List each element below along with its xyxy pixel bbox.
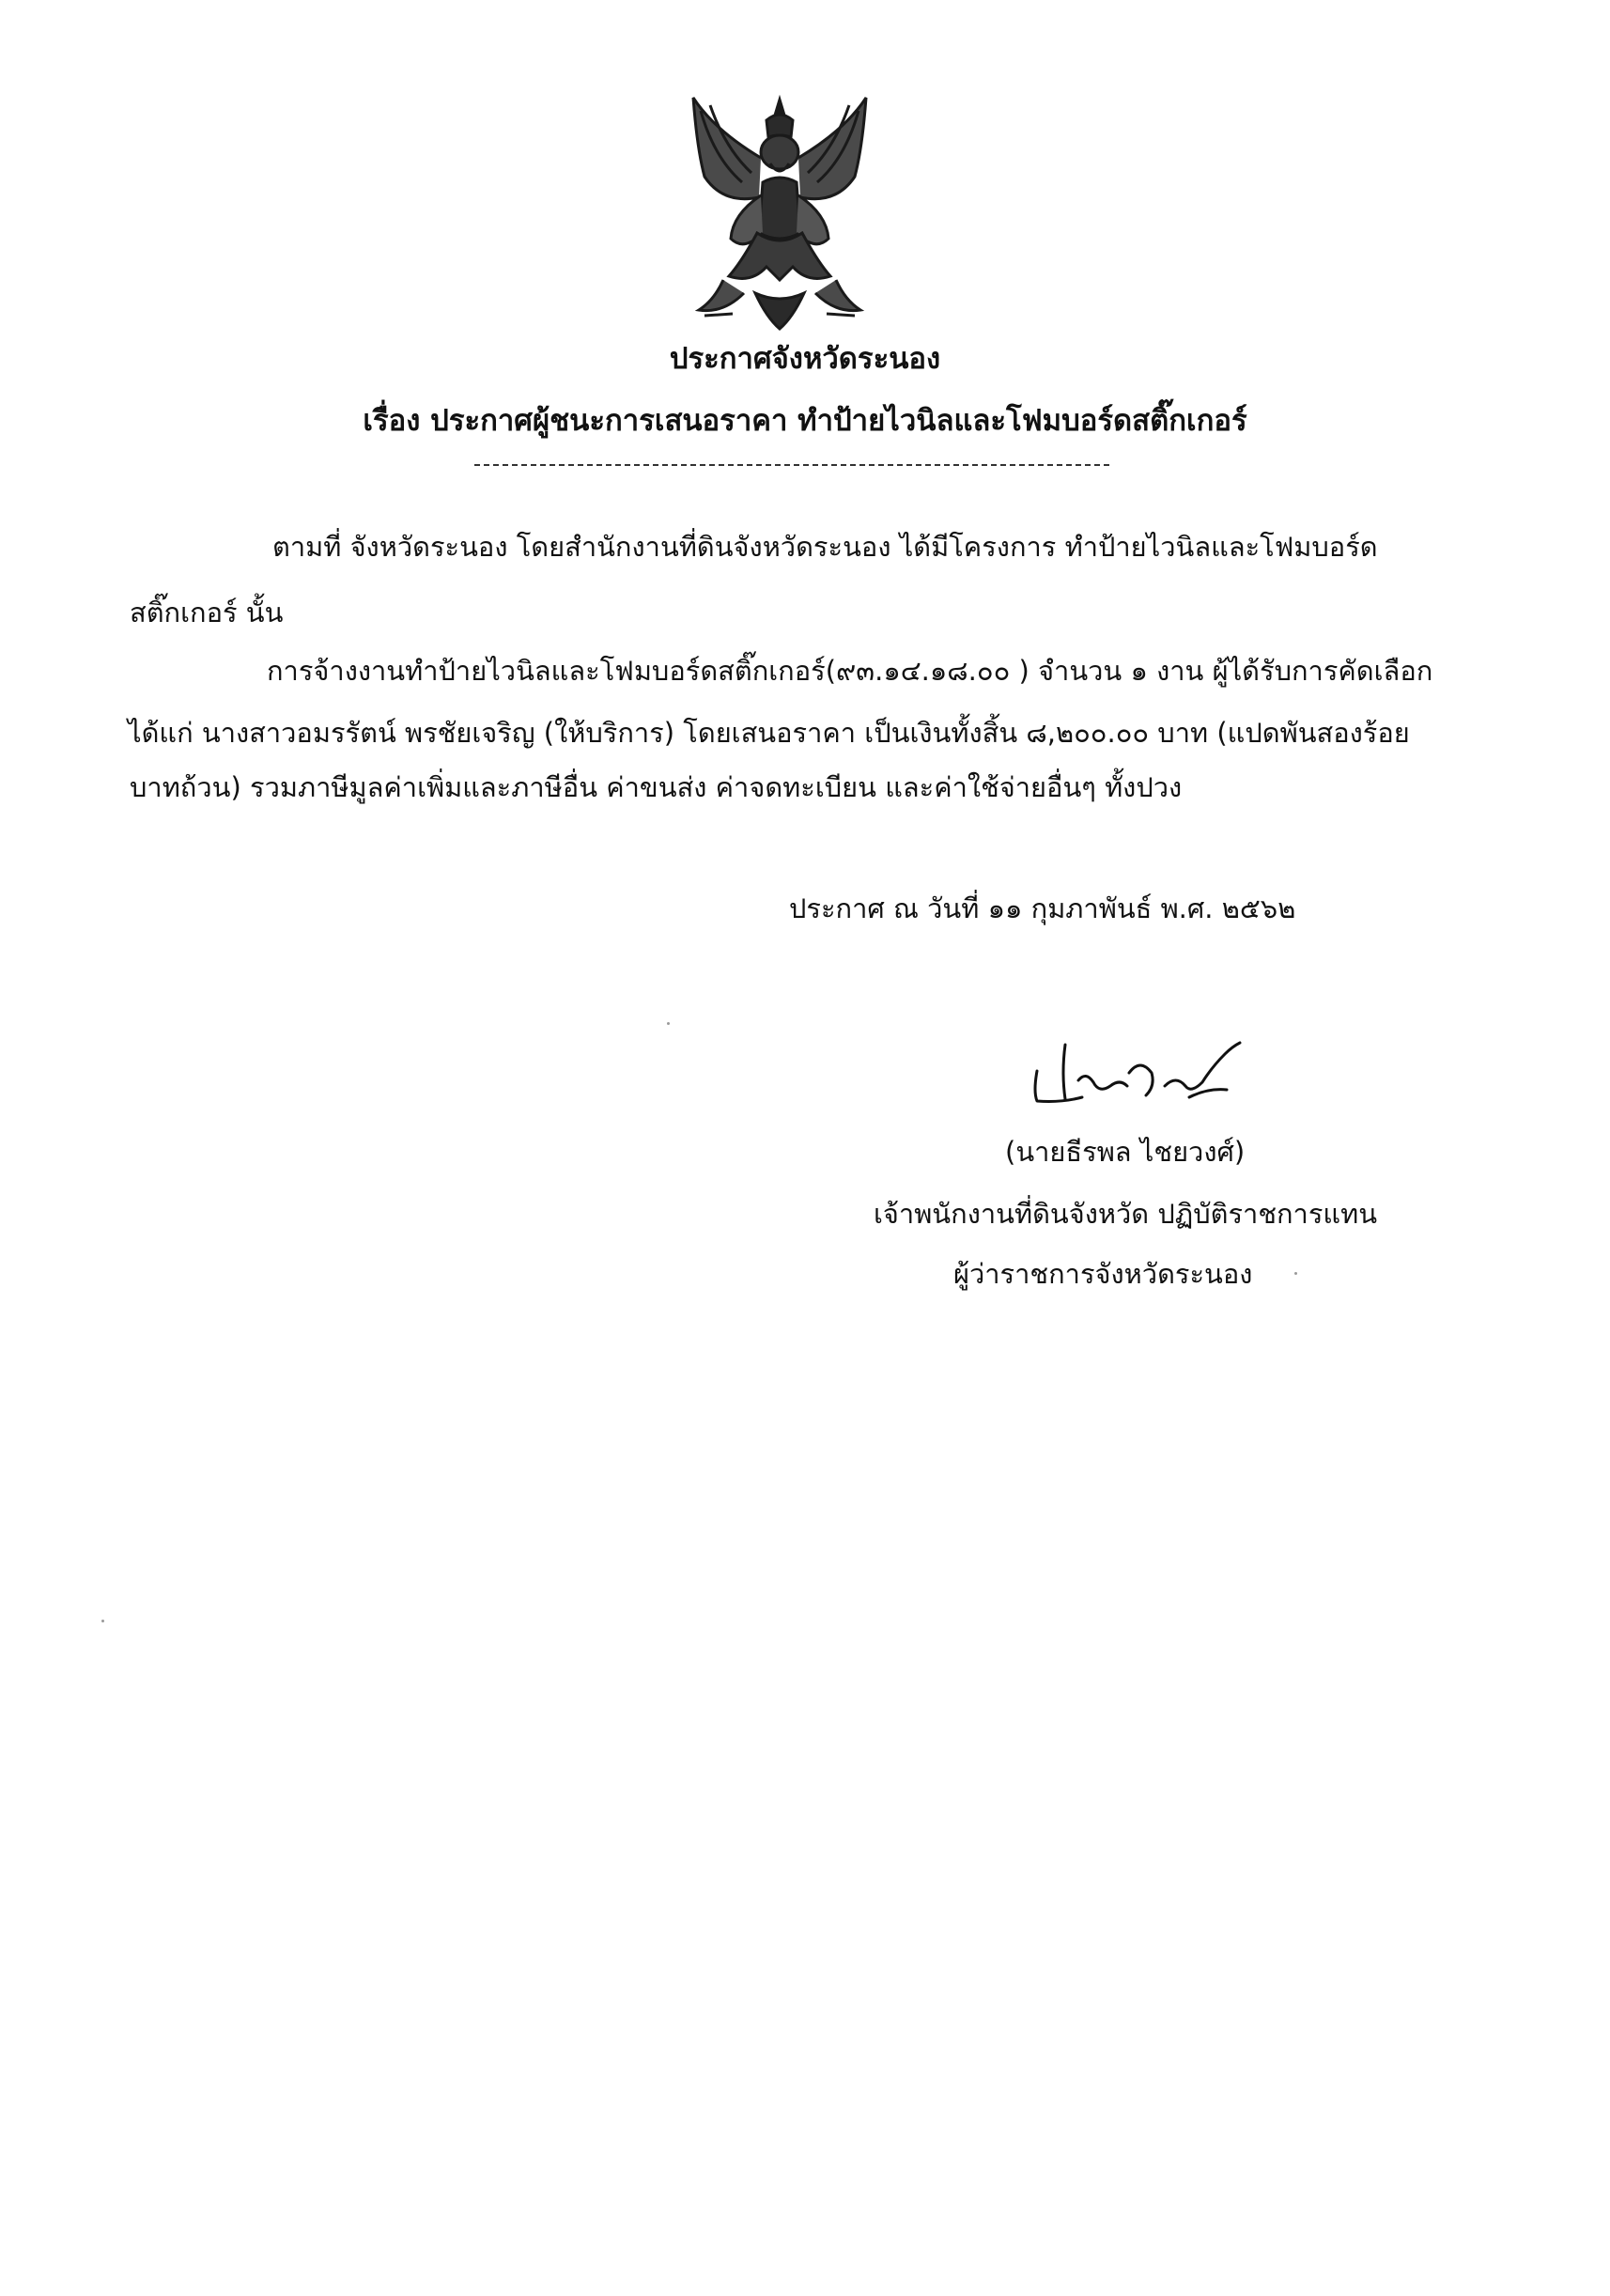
signatory-title: ผู้ว่าราชการจังหวัดระนอง <box>953 1258 1253 1290</box>
handwritten-signature <box>1024 1024 1249 1109</box>
scan-speck <box>667 1022 670 1025</box>
document-subject: เรื่อง ประกาศผู้ชนะการเสนอราคา ทำป้ายไวนิลและโฟมบอร์ดสติ๊กเกอร์ <box>363 404 1247 438</box>
document-title: ประกาศจังหวัดระนอง <box>669 342 941 376</box>
signatory-name: (นายธีรพล ไชยวงศ์) <box>1005 1136 1246 1168</box>
scan-speck <box>1294 1272 1297 1275</box>
paragraph-1-line-1: ตามที่ จังหวัดระนอง โดยสำนักงานที่ดินจังหวัดระนอง ได้มีโครงการ ทำป้ายไวนิลและโฟมบอร์ด <box>272 531 1378 563</box>
garuda-emblem-icon <box>676 92 883 336</box>
paragraph-1-line-2: สติ๊กเกอร์ นั้น <box>130 597 284 628</box>
paragraph-2-line-1: การจ้างงานทำป้ายไวนิลและโฟมบอร์ดสติ๊กเกอร์(๙๓.๑๔.๑๘.๐๐ ) จำนวน ๑ งาน ผู้ได้รับการคัดเลือก <box>267 655 1433 687</box>
scan-speck <box>101 1620 104 1622</box>
paragraph-2-line-2: ได้แก่ นางสาวอมรรัตน์ พรชัยเจริญ (ให้บริการ) โดยเสนอราคา เป็นเงินทั้งสิ้น ๘,๒๐๐.๐๐ บาท (แปดพันสองร้อย <box>128 717 1410 749</box>
signatory-position: เจ้าพนักงานที่ดินจังหวัด ปฏิบัติราชการแทน <box>874 1198 1378 1230</box>
divider-line <box>474 464 1109 466</box>
announcement-date: ประกาศ ณ วันที่ ๑๑ กุมภาพันธ์ พ.ศ. ๒๕๖๒ <box>789 892 1296 924</box>
paragraph-2-line-3: บาทถ้วน) รวมภาษีมูลค่าเพิ่มและภาษีอื่น ค่าขนส่ง ค่าจดทะเบียน และค่าใช้จ่ายอื่นๆ ทั้งปวง <box>130 771 1183 803</box>
